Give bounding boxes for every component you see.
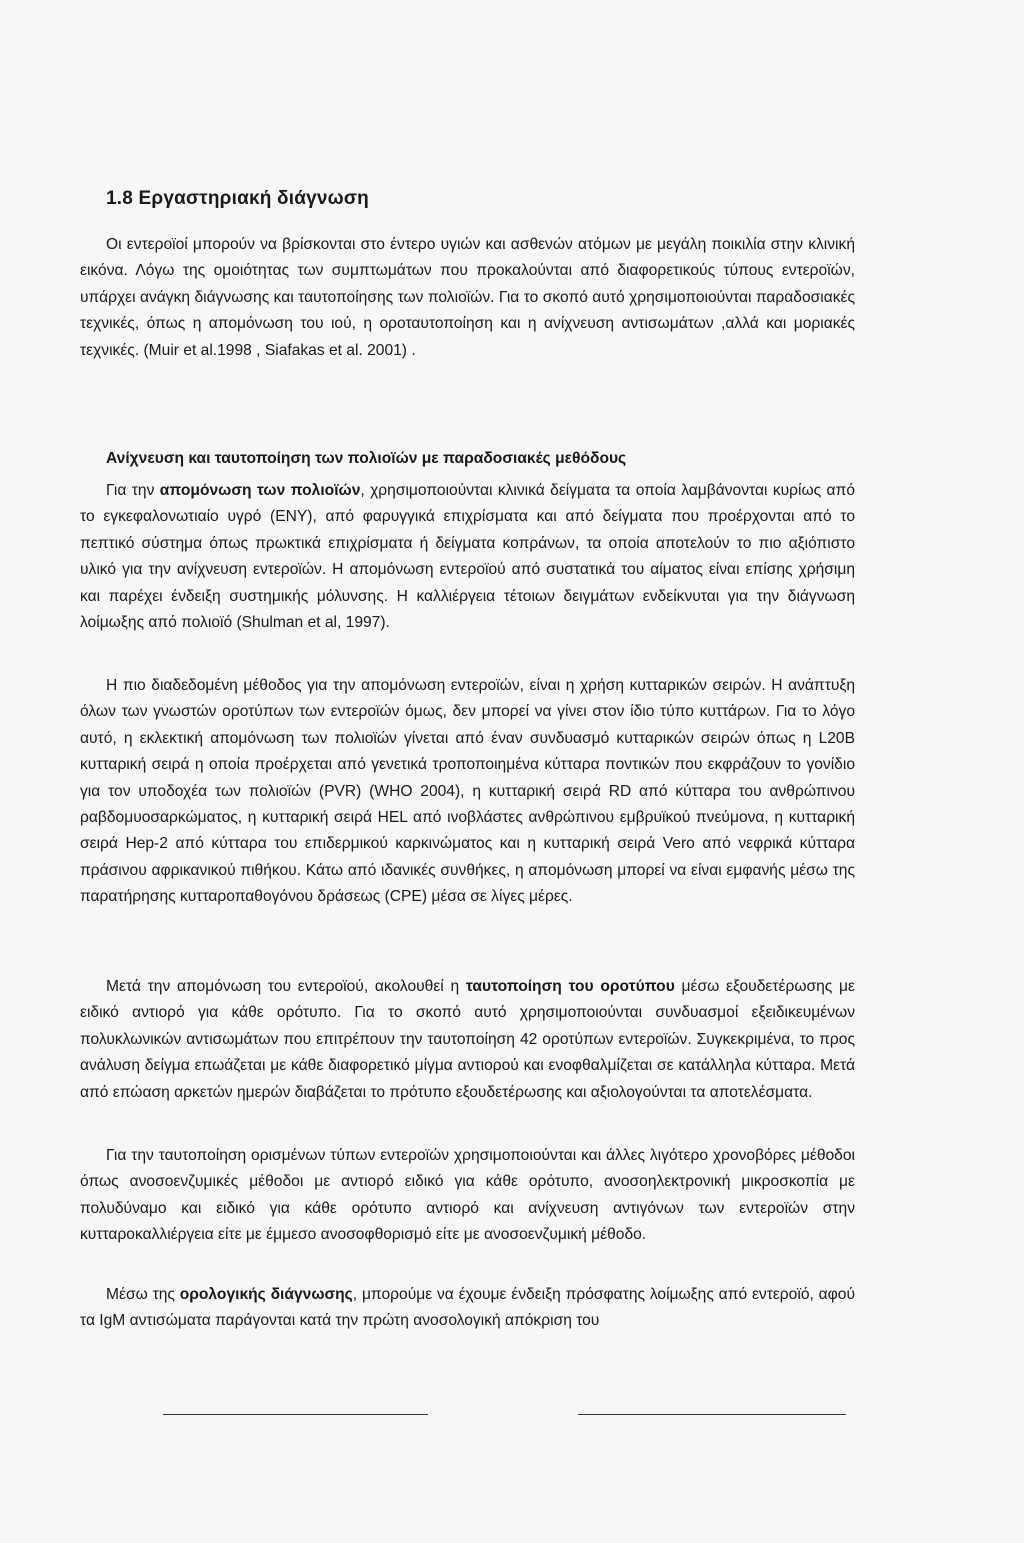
paragraph-serotyping-rest: μέσω εξουδετέρωσης με ειδικό αντιορό για κάθε ορότυπο. Για το σκοπό αυτό χρησιμοποιούνται συνδυασμοί εξειδικευμένων πολυκλωνικών αντισωμάτων που επιτρέπουν την ταυτοποίηση 42 οροτύπων εντεροϊών. Συγκεκριμένα, το προς ανάλυση δείγμα επωάζεται με κάθε διαφορετικό μίγμα αντιορού και ενοφθαλμίζεται σε κατάλληλα κύτταρα. Μετά από επώαση αρκετών ημερών διαβάζεται το πρότυπο εξουδετέρωσης και αξιολογούνται τα αποτελέσματα. [80, 978, 855, 1101]
subsection-heading: Ανίχνευση και ταυτοποίηση των πολιοϊών με παραδοσιακές μεθόδους [106, 450, 627, 467]
intro-paragraph: Οι εντεροϊοί μπορούν να βρίσκονται στο έντερο υγιών και ασθενών ατόμων με μεγάλη ποικιλία στην κλινική εικόνα. Λόγω της ομοιότητας των συμπτωμάτων που προκαλούνται από διαφορετικούς τύπους εντεροϊών, υπάρχει ανάγκη διάγνωσης και ταυτοποίησης των πολιοϊών. Για το σκοπό αυτό χρησιμοποιούνται παραδοσιακές τεχνικές, όπως η απομόνωση του ιού, η οροταυτοποίηση και η ανίχνευση αντισωμάτων ,αλλά και μοριακές τεχνικές. (Muir et al.1998 , Siafakas et al. 2001) . [80, 236, 855, 359]
paragraph-isolation-bold: απομόνωση των πολιοϊών [159, 482, 361, 499]
section-heading: 1.8 Εργαστηριακή διάγνωση [106, 188, 369, 209]
paragraph-serotyping-bold: ταυτοποίηση του οροτύπου [465, 978, 675, 995]
paragraph-serology-rest: , μπορούμε να έχουμε ένδειξη πρόσφατης λοίμωξης από εντεροϊό, αφού τα IgM αντισώματα παράγονται κατά την πρώτη ανοσολογική απόκριση του [80, 1286, 855, 1330]
paragraph-serology [80, 1282, 855, 1335]
paragraph-cell-lines: Η πιο διαδεδομένη μέθοδος για την απομόνωση εντεροϊών, είναι η χρήση κυτταρικών σειρών. Η ανάπτυξη όλων των γνωστών οροτύπων των εντεροϊών όμως, δεν μπορεί να γίνει στον ίδιο τύπο κυττάρων. Για το λόγο αυτό, η εκλεκτική απομόνωση των πολιοϊών γίνεται από έναν συνδυασμό κυτταρικών σειρών όπως η L20B κυτταρική σειρά η οποία προέρχεται από γενετικά τροποποιημένα κύτταρα ποντικών που εκφράζουν το γονίδιο για τον υποδοχέα των πολιοϊών (PVR) (WHO 2004), η κυτταρική σειρά RD από κύτταρα του ανθρώπινου ραβδομυοσαρκώματος, η κυτταρική σειρά HEL από ινοβλάστες ανθρώπινου εμβρυϊκού πνεύμονα, η κυτταρική σειρά Hep-2 από κύτταρα του επιδερμικού καρκινώματος και η κυτταρική σειρά Vero από νεφρικά κύτταρα πράσινου αφρικανικού πιθήκου. Κάτω από ιδανικές συνθήκες, η απομόνωση μπορεί να είναι εμφανής μέσω της παρατήρησης κυτταροπαθογόνου δράσεως (CPE) μέσα σε λίγες μέρες. [80, 677, 855, 906]
footer-rule-left [163, 1414, 428, 1415]
paragraph-other-methods: Για την ταυτοποίηση ορισμένων τύπων εντεροϊών χρησιμοποιούνται και άλλες λιγότερο χρονοβόρες μέθοδοι όπως ανοσοενζυμικές μέθοδοι με αντιορό ειδικό για κάθε ορότυπο, ανοσοηλεκτρονική μικροσκοπία με πολυδύναμο και ειδικό για κάθε ορότυπο αντιορό και ανίχνευση αντιγόνων των εντεροϊών στην κυτταροκαλλιέργεια είτε με έμμεσο ανοσοφθορισμό είτε με ανοσοενζυμική μέθοδο. [80, 1147, 855, 1244]
paragraph-serology-bold: ορολογικής διάγνωσης [179, 1286, 353, 1303]
paragraph-isolation-lead: Για την [106, 482, 160, 499]
paragraph-isolation-rest: , χρησιμοποιούνται κλινικά δείγματα τα οποία λαμβάνονται κυρίως από το εγκεφαλονωτιαίο υγρό (ΕΝΥ), από φαρυγγικά επιχρίσματα και από δείγματα που προέρχονται από το πεπτικό σύστημα όπως πρωκτικά επιχρίσματα ή δείγματα κοπράνων, τα οποία αποτελούν το πιο αξιόπιστο υλικό για την ανίχνευση εντεροϊών. Η απομόνωση εντεροϊού από συστατικά του αίματος είναι επίσης χρήσιμη και παρέχει ένδειξη συστημικής μόλυνσης. Η καλλιέργεια τέτοιων δειγμάτων ενδείκνυται για την διάγνωση λοίμωξης από πολιοϊό (Shulman et al, 1997). [80, 482, 856, 632]
footer-rule-right [578, 1414, 846, 1415]
paragraph-serotyping-lead: Μετά την απομόνωση του εντεροϊού, ακολουθεί η [106, 978, 466, 995]
paragraph-serotyping [80, 974, 855, 1106]
paragraph-serology-lead: Μέσω της [106, 1286, 180, 1303]
paragraph-isolation [80, 478, 855, 636]
